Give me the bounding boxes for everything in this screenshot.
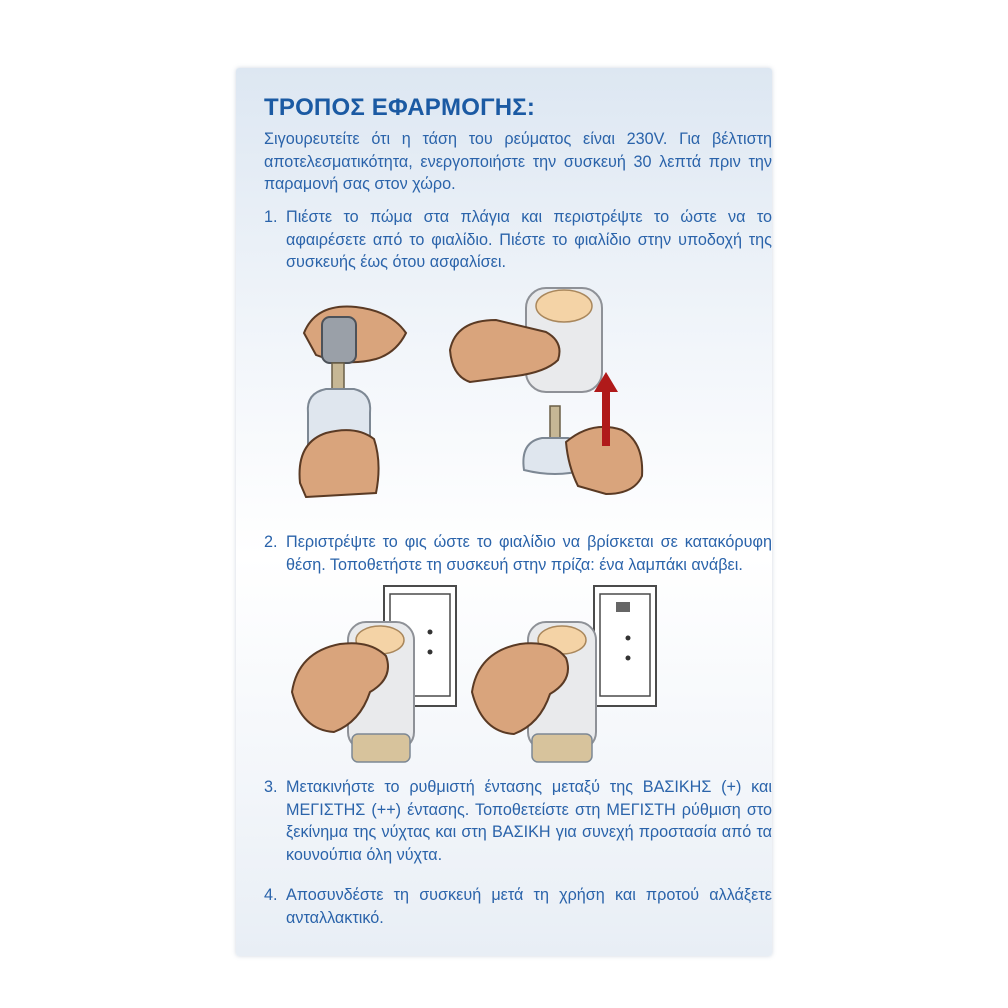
step-4-number: 4. [264, 886, 278, 904]
illustration-remove-cap [296, 293, 456, 498]
step-3-number: 3. [264, 778, 278, 796]
step-4-text: Αποσυνδέστε τη συσκευή μετά τη χρήση και προτού αλλάξετε ανταλλακτικό. [286, 886, 772, 927]
step-3-text: Μετακινήστε το ρυθμιστή έντασης μεταξύ της ΒΑΣΙΚΗΣ (+) και ΜΕΓΙΣΤΗΣ (++) έντασης. Τοποθετείστε στη ΜΕΓΙΣΤΗ ρύθμιση στο ξεκίνημα της νύχτας και στη ΒΑΣΙΚΗ για συνεχή προστασία από τα κουνούπια όλη νύχτα. [286, 778, 772, 864]
illustration-plug-in-right [470, 582, 660, 768]
step-2 [264, 531, 772, 576]
illustration-plug-in-left [290, 582, 468, 768]
instruction-card [236, 68, 772, 956]
step-1 [264, 206, 772, 274]
step-4 [264, 884, 772, 929]
step-1-number: 1. [264, 208, 278, 226]
step-1-text: Πιέστε το πώμα στα πλάγια και περιστρέψτε το ώστε να το αφαιρέσετε από το φιαλίδιο. Πιέστε το φιαλίδιο στην υποδοχή της συσκευής έως ότου ασφαλίσει. [286, 208, 772, 271]
page-title: ΤΡΟΠΟΣ ΕΦΑΡΜΟΓΗΣ: [264, 94, 536, 121]
step-2-number: 2. [264, 533, 278, 551]
intro-text: Σιγουρευτείτε ότι η τάση του ρεύματος είναι 230V. Για βέλτιστη αποτελεσματικότητα, ενεργοποιήστε την συσκευή 30 λεπτά πριν την παραμονή σας στον χώρο. [264, 130, 772, 193]
step-3 [264, 776, 772, 866]
illustration-insert-refill [446, 280, 666, 505]
step-2-text: Περιστρέψτε το φις ώστε το φιαλίδιο να βρίσκεται σε κατακόρυφη θέση. Τοποθετήστε τη συσκευή στην πρίζα: ένα λαμπάκι ανάβει. [286, 533, 772, 574]
